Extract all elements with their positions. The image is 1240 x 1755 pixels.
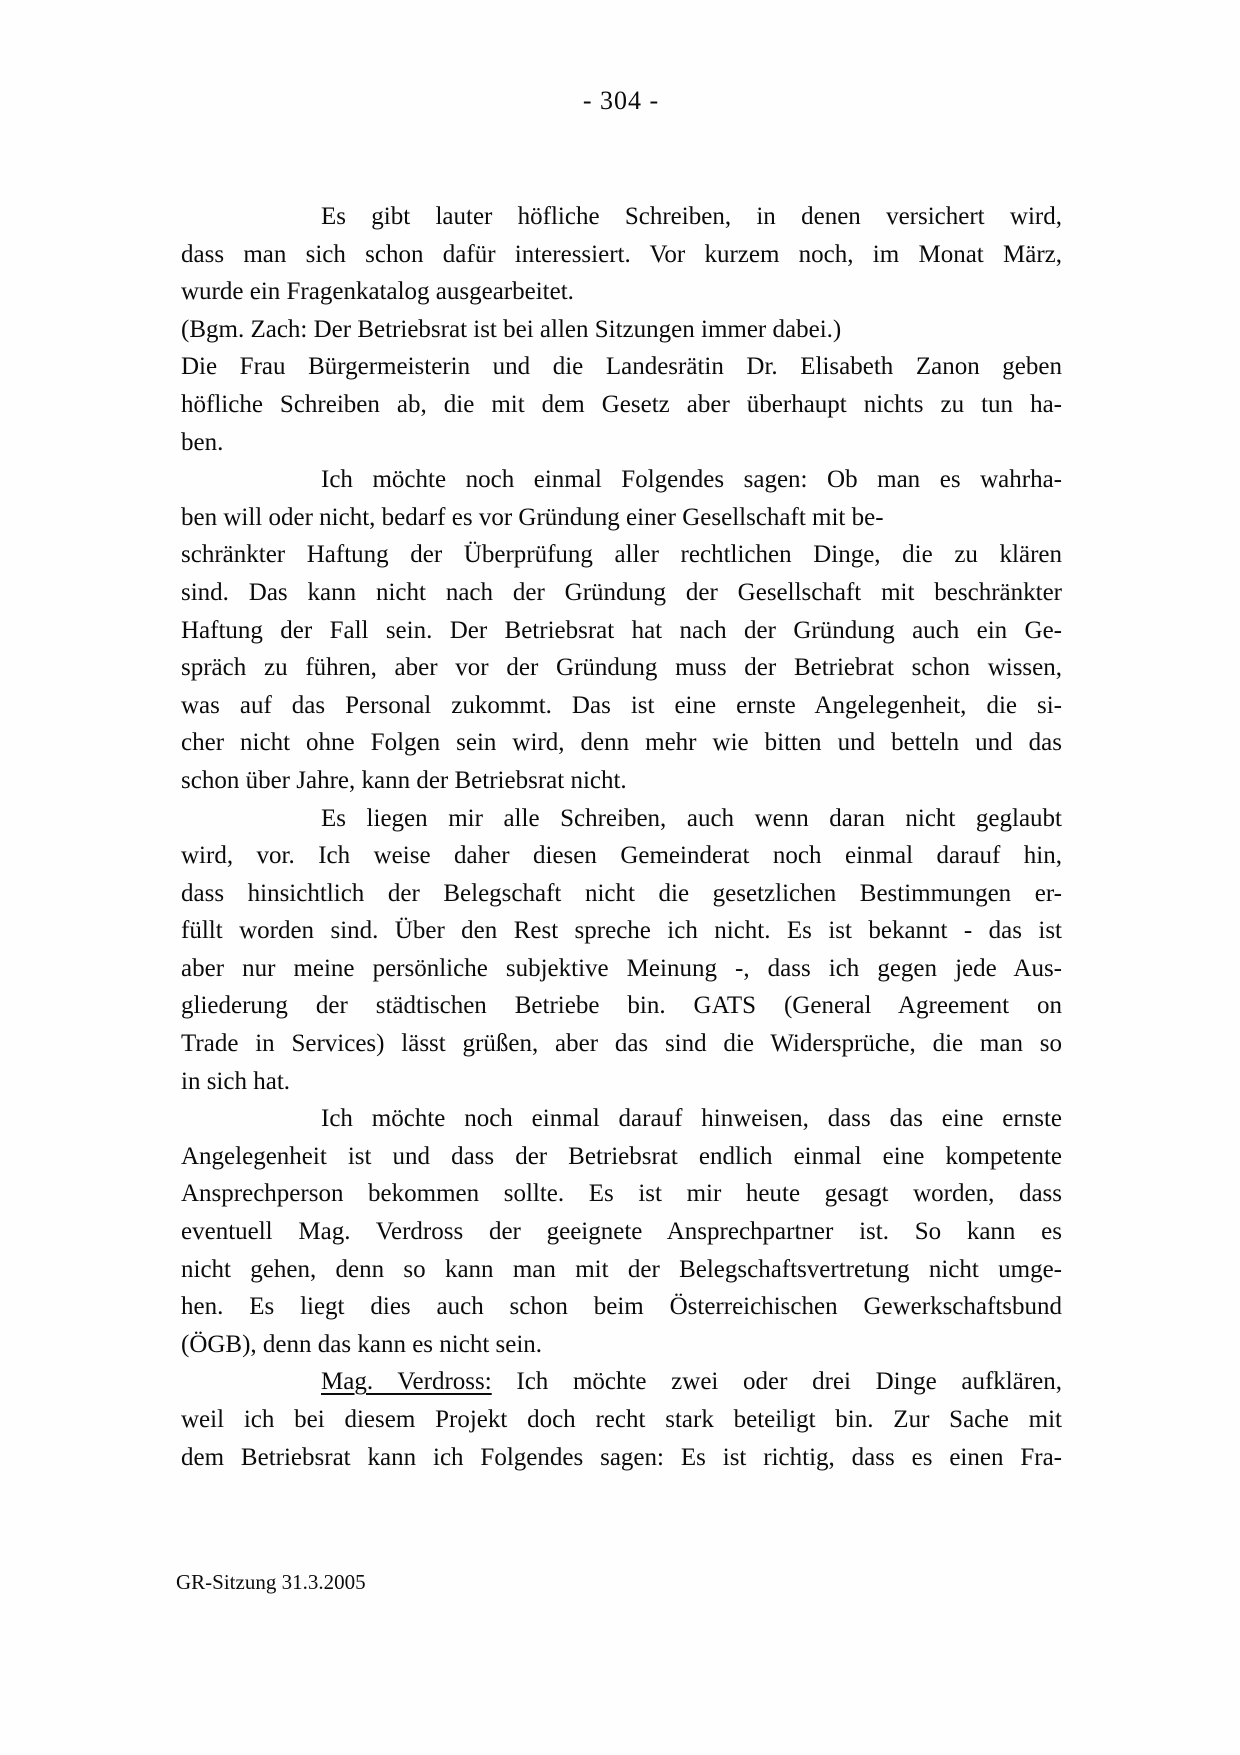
text-line: dem Betriebsrat kann ich Folgendes sagen: Es ist richtig, dass es einen Fra- (181, 1443, 1062, 1471)
text-line: Trade in Services) lässt grüßen, aber das sind die Widersprüche, die man so (181, 1030, 1062, 1058)
paragraph (181, 198, 1062, 311)
text-line: in sich hat. (181, 1067, 291, 1095)
page-number: - 304 - (582, 86, 660, 115)
text-line: dass man sich schon dafür interessiert. Vor kurzem noch, im Monat März, (181, 240, 1062, 268)
text-line: Angelegenheit ist und dass der Betriebsrat endlich einmal eine kompetente (181, 1142, 1062, 1170)
text-line: hen. Es liegt dies auch schon beim Österreichischen Gewerkschaftsbund (181, 1293, 1062, 1321)
text-line: Es liegen mir alle Schreiben, auch wenn daran nicht geglaubt (321, 804, 1062, 832)
paragraph (181, 461, 1062, 799)
text-line: Ich möchte noch einmal darauf hinweisen, dass das eine ernste (321, 1105, 1062, 1133)
text-line: gliederung der städtischen Betriebe bin. GATS (General Agreement on (181, 992, 1062, 1020)
text-line: Es gibt lauter höfliche Schreiben, in denen versichert wird, (321, 203, 1062, 230)
text-line: schon über Jahre, kann der Betriebsrat nicht. (181, 766, 627, 794)
speaker-name: Mag. Verdross: (321, 1368, 492, 1396)
text-line: Die Frau Bürgermeisterin und die Landesrätin Dr. Elisabeth Zanon geben (181, 353, 1062, 381)
text-line: dass hinsichtlich der Belegschaft nicht die gesetzlichen Bestimmungen er- (181, 879, 1062, 907)
text-line: füllt worden sind. Über den Rest spreche ich nicht. Es ist bekannt - das ist (181, 917, 1062, 945)
page-footer: GR-Sitzung 31.3.2005 (176, 1570, 366, 1594)
text-line: nicht gehen, denn so kann man mit der Belegschaftsvertretung nicht umge- (181, 1255, 1062, 1283)
paragraph (181, 1363, 1062, 1476)
document-body (181, 198, 1062, 1476)
text-line: ben. (181, 428, 224, 456)
text-line: wurde ein Fragenkatalog ausgearbeitet. (181, 278, 574, 306)
text-line: was auf das Personal zukommt. Das ist eine ernste Angelegenheit, die si- (181, 691, 1062, 719)
text-line: (Bgm. Zach: Der Betriebsrat ist bei allen Sitzungen immer dabei.) (181, 315, 842, 343)
paragraph (181, 800, 1062, 1101)
text-line: (ÖGB), denn das kann es nicht sein. (181, 1330, 543, 1358)
text-line: Mag. Verdross: Ich möchte zwei oder drei Dinge aufklären, (321, 1368, 1063, 1396)
text-line: ben will oder nicht, bedarf es vor Gründung einer Gesellschaft mit be- (181, 503, 884, 531)
text-line: spräch zu führen, aber vor der Gründung muss der Betriebrat schon wissen, (181, 654, 1062, 682)
text-line: weil ich bei diesem Projekt doch recht stark beteiligt bin. Zur Sache mit (181, 1406, 1062, 1433)
text-line: Haftung der Fall sein. Der Betriebsrat hat nach der Gründung auch ein Ge- (181, 616, 1062, 644)
text-line: cher nicht ohne Folgen sein wird, denn mehr wie bitten und betteln und das (181, 729, 1062, 757)
paragraph (181, 311, 1062, 349)
text-line: sind. Das kann nicht nach der Gründung der Gesellschaft mit beschränkter (181, 578, 1062, 606)
text-line: eventuell Mag. Verdross der geeignete Ansprechpartner ist. So kann es (181, 1218, 1062, 1246)
text-line: wird, vor. Ich weise daher diesen Gemeinderat noch einmal darauf hin, (181, 842, 1062, 870)
paragraph (181, 1100, 1062, 1363)
text-line: aber nur meine persönliche subjektive Meinung -, dass ich gegen jede Aus- (181, 954, 1062, 982)
text-line: Ich möchte noch einmal Folgendes sagen: Ob man es wahrha- (321, 466, 1062, 494)
text-line: schränkter Haftung der Überprüfung aller rechtlichen Dinge, die zu klären (181, 541, 1062, 569)
paragraph (181, 348, 1062, 461)
text-line: höfliche Schreiben ab, die mit dem Gesetz aber überhaupt nichts zu tun ha- (181, 390, 1062, 418)
text-line: Ansprechperson bekommen sollte. Es ist mir heute gesagt worden, dass (181, 1180, 1062, 1208)
